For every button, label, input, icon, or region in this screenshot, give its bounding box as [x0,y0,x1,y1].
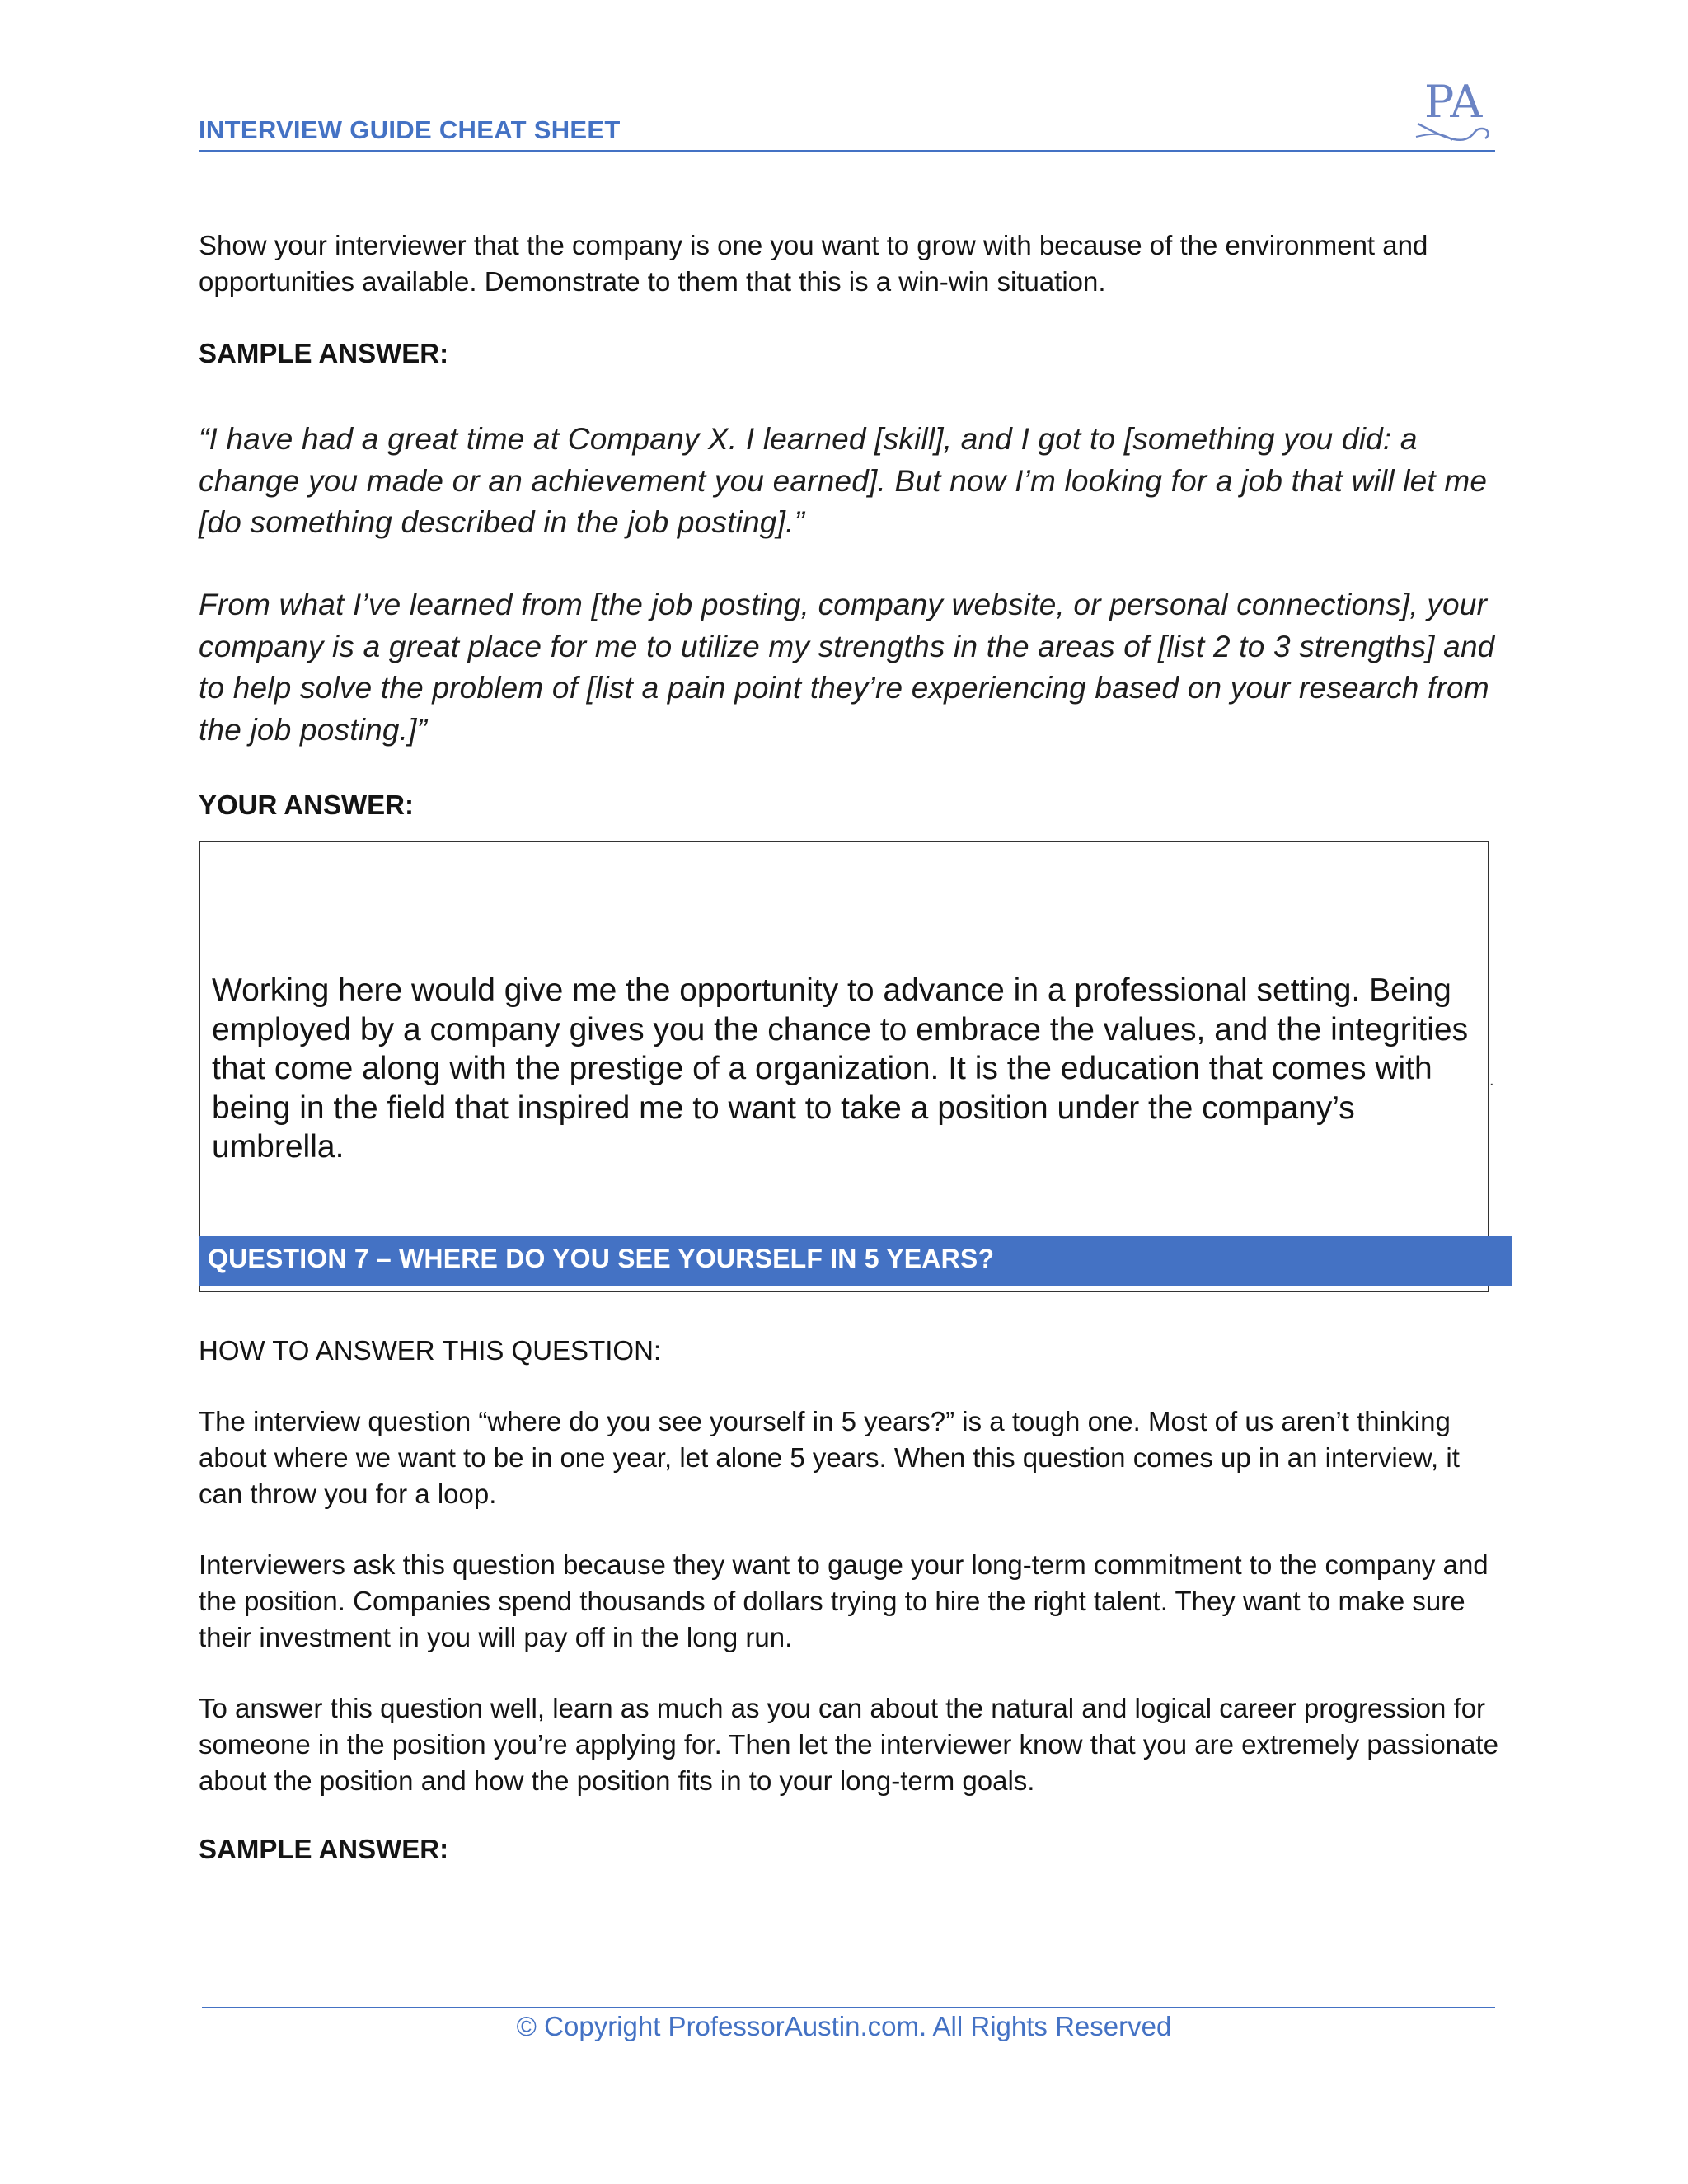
question-7-paragraph-2: Interviewers ask this question because they want to gauge your long-term commitment to the company and the position. Companies spend thousands of dollars trying to hire the right talent. They want to make sure their investment in you will pay off in the long run. [199,1549,1489,1652]
document-title: INTERVIEW GUIDE CHEAT SHEET [199,115,621,144]
footer-divider [202,2007,1495,2008]
question-7-paragraph-3: To answer this question well, learn as much as you can about the natural and logical career progression for someone in the position you’re applying for. Then let the interviewer know that you are extremely passionate about the position and how the position fits in to your long-term goals. [199,1693,1498,1796]
sample-answer-heading-2: SAMPLE ANSWER: [199,1834,449,1864]
how-to-answer-heading: HOW TO ANSWER THIS QUESTION: [199,1335,662,1366]
sample-answer-quote-1: “I have had a great time at Company X. I learned [skill], and I got to [something you did: a change you made or an achievement you earned]. But now I’m looking for a job that will let me [do something described in the job posting].” [199,422,1488,539]
question-7-title: QUESTION 7 – WHERE DO YOU SEE YOURSELF IN 5 YEARS? [208,1244,995,1273]
footer-copyright: © Copyright ProfessorAustin.com. All Rights Reserved [516,2011,1172,2041]
pa-logo-text: PA [1424,76,1483,128]
question-7-paragraph-1: The interview question “where do you see yourself in 5 years?” is a tough one. Most of us aren’t thinking about where we want to be in one year, let alone 5 years. When this question comes up in an interview, it can throw you for a loop. [199,1406,1460,1509]
header-divider [199,150,1495,152]
your-answer-text[interactable]: Working here would give me the opportunity to advance in a professional setting. Being employed by a company gives you the chance to embrace the values, and the integrities that come along with the prestige of a organization. It is the education that comes with being in the field that inspired me to want to take a position under the company’s umbrella. [212,972,1469,1165]
pa-logo [1409,66,1500,152]
intro-paragraph: Show your interviewer that the company is one you want to grow with because of the environment and opportunities available. Demonstrate to them that this is a win-win situation. [199,230,1428,297]
box-edge-mark: . [1489,1071,1494,1090]
your-answer-heading: YOUR ANSWER: [199,790,414,820]
sample-answer-quote-2: From what I’ve learned from [the job posting, company website, or personal connections], your company is a great place for me to utilize my strengths in the areas of [list 2 to 3 strengths] and to help solve the problem of [list a pain point they’re experiencing based on your research from the job posting.]” [199,588,1495,747]
sample-answer-heading: SAMPLE ANSWER: [199,338,449,368]
